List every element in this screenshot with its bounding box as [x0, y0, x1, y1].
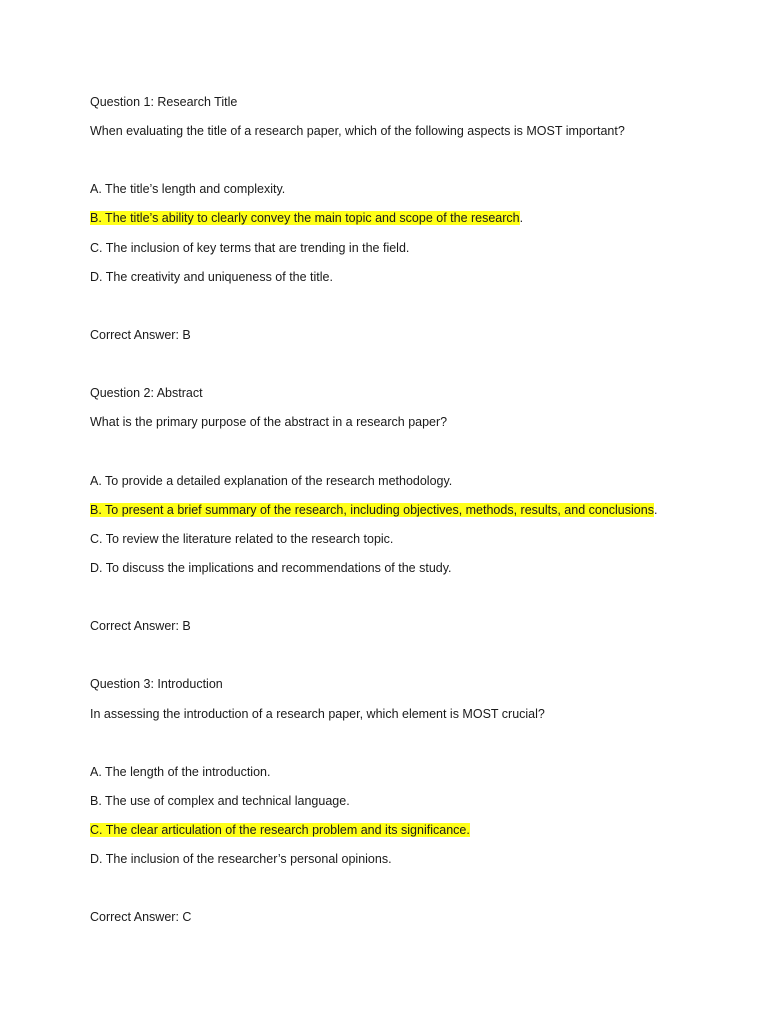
- question-2-heading: Question 2: Abstract: [90, 386, 203, 400]
- question-1-option-c: C. The inclusion of key terms that are trending in the field.: [90, 241, 410, 255]
- question-3-option-d: D. The inclusion of the researcher’s personal opinions.: [90, 852, 392, 866]
- highlighted-answer: B. To present a brief summary of the research, including objectives, methods, results, and conclusions: [90, 503, 654, 517]
- question-3-option-b: B. The use of complex and technical language.: [90, 794, 350, 808]
- question-1-option-d: D. The creativity and uniqueness of the title.: [90, 270, 333, 284]
- question-1-prompt: When evaluating the title of a research paper, which of the following aspects is MOST important?: [90, 124, 625, 138]
- question-3-correct-answer: Correct Answer: C: [90, 910, 192, 924]
- question-1-option-b: [90, 210, 523, 226]
- question-3-option-a: A. The length of the introduction.: [90, 765, 271, 779]
- question-2-option-c: C. To review the literature related to the research topic.: [90, 532, 394, 546]
- option-suffix: .: [519, 211, 524, 225]
- option-suffix: .: [653, 503, 658, 517]
- question-2-prompt: What is the primary purpose of the abstract in a research paper?: [90, 415, 448, 429]
- question-2-correct-answer: Correct Answer: B: [90, 619, 191, 633]
- question-3-heading: Question 3: Introduction: [90, 677, 223, 691]
- question-3-prompt: In assessing the introduction of a research paper, which element is MOST crucial?: [90, 707, 545, 721]
- question-3-option-c: [90, 822, 470, 838]
- question-2-option-b: [90, 502, 657, 518]
- highlighted-answer: B. The title’s ability to clearly convey the main topic and scope of the research: [90, 211, 520, 225]
- highlighted-answer: C. The clear articulation of the research problem and its significance.: [90, 823, 470, 837]
- question-2-option-d: D. To discuss the implications and recommendations of the study.: [90, 561, 452, 575]
- question-1-correct-answer: Correct Answer: B: [90, 328, 191, 342]
- question-1-heading: Question 1: Research Title: [90, 95, 238, 109]
- question-2-option-a: A. To provide a detailed explanation of the research methodology.: [90, 474, 453, 488]
- question-1-option-a: A. The title’s length and complexity.: [90, 182, 286, 196]
